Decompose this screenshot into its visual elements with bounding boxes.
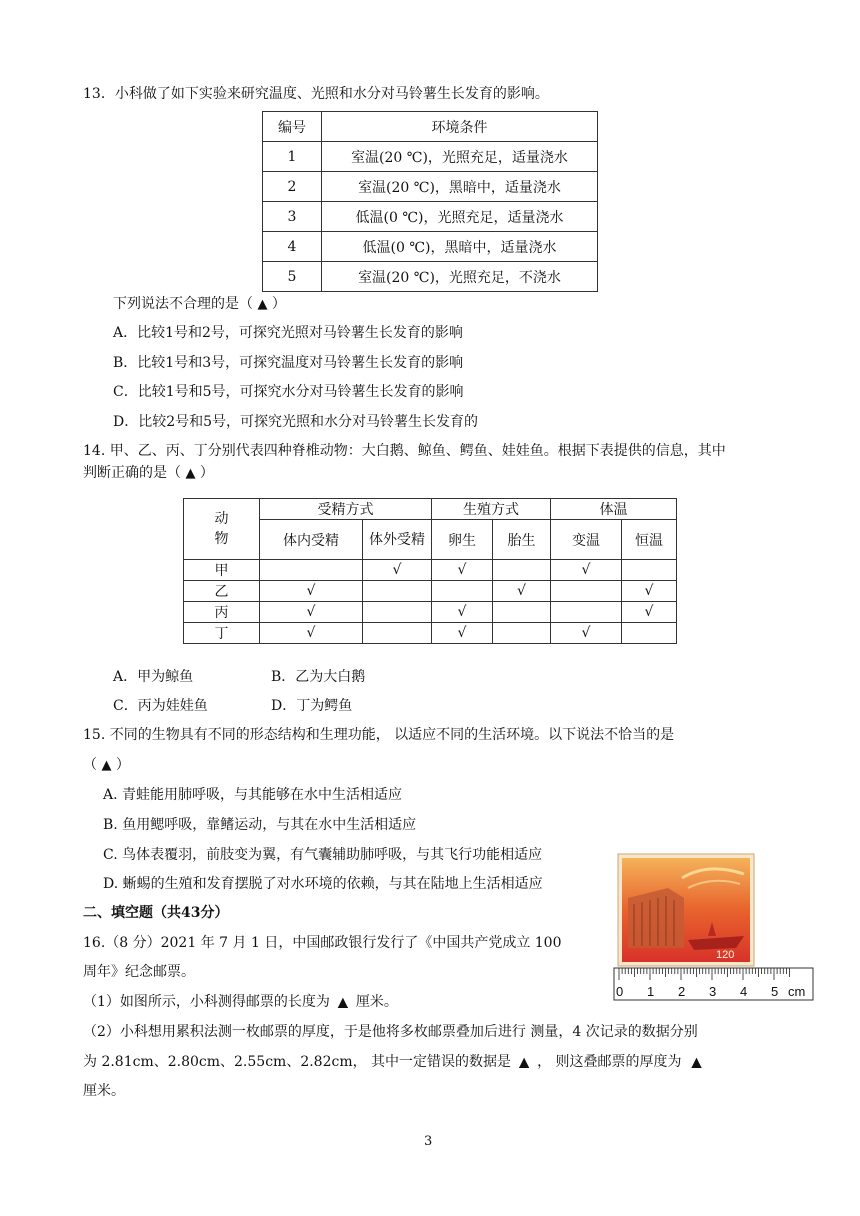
q14-cell: √ bbox=[622, 581, 677, 602]
q14-stem-line2 bbox=[83, 463, 214, 484]
stamp-value: 120 bbox=[716, 949, 735, 961]
q16-part1-post: 厘米。 bbox=[355, 994, 398, 1010]
q14-cell: √ bbox=[260, 581, 363, 602]
q14-group-header: 生殖方式 bbox=[432, 499, 551, 520]
q13-row-no: 5 bbox=[263, 262, 322, 292]
q14-cell bbox=[432, 581, 493, 602]
q14-sub-header: 胎生 bbox=[493, 520, 551, 560]
q13-option-a: A．比较1号和2号，可探究光照对马铃薯生长发育的影响 bbox=[113, 325, 463, 341]
q13-question-pre: 下列说法不合理的是（ bbox=[113, 296, 253, 312]
q13-row-no: 2 bbox=[263, 172, 322, 202]
ruler-unit: cm bbox=[788, 984, 806, 999]
q13-option-b: B．比较1号和3号，可探究温度对马铃薯生长发育的影响 bbox=[113, 355, 464, 371]
stamp-on-ruler-figure bbox=[612, 852, 816, 1002]
q14-cell bbox=[493, 623, 551, 644]
q14-option-d: D．丁为鳄鱼 bbox=[271, 698, 353, 714]
q14-stem-line1: 14. 甲、乙、丙、丁分别代表四种脊椎动物：大白鹅、鲸鱼、鳄鱼、娃娃鱼。根据下表提供的信息，其中 bbox=[83, 443, 726, 459]
q14-row-name: 丙 bbox=[184, 602, 260, 623]
ruler-label: 5 bbox=[771, 984, 779, 999]
q14-cell: √ bbox=[551, 623, 622, 644]
q14-header-animal: 动 物 bbox=[184, 499, 260, 560]
q15-option-c: C. 鸟体表覆羽，前肢变为翼，有气囊辅助肺呼吸，与其飞行功能相适应 bbox=[103, 847, 543, 863]
q14-cell bbox=[363, 623, 432, 644]
q14-row-name: 甲 bbox=[184, 560, 260, 581]
q15-option-b: B. 鱼用鳃呼吸，靠鳍运动，与其在水中生活相适应 bbox=[103, 817, 417, 833]
ruler-label: 3 bbox=[709, 984, 717, 999]
q16-part2-line3: 厘米。 bbox=[83, 1083, 125, 1099]
q14-cell: √ bbox=[432, 623, 493, 644]
q14-group-header: 体温 bbox=[551, 499, 677, 520]
q15-answer bbox=[83, 755, 130, 776]
q14-group-header: 受精方式 bbox=[260, 499, 432, 520]
q14-cell: √ bbox=[551, 560, 622, 581]
q14-row-name: 丁 bbox=[184, 623, 260, 644]
q14-cell: √ bbox=[260, 623, 363, 644]
q13-row-cond: 低温(0 ℃)，光照充足，适量浇水 bbox=[322, 202, 598, 232]
q14-option-a: A．甲为鲸鱼 bbox=[113, 669, 194, 685]
q13-row-no: 4 bbox=[263, 232, 322, 262]
q14-cell bbox=[260, 560, 363, 581]
page-number: 3 bbox=[424, 1134, 433, 1149]
ruler bbox=[614, 968, 813, 1000]
q14-cell: √ bbox=[432, 560, 493, 581]
q16-part2-pre: 为 2.81cm、2.80cm、2.55cm、2.82cm， 其中一定错误的数据是 bbox=[83, 1054, 512, 1070]
q14-cell: √ bbox=[432, 602, 493, 623]
q13-row-cond: 低温(0 ℃)，黑暗中，适量浇水 bbox=[322, 232, 598, 262]
q14-cell: √ bbox=[622, 602, 677, 623]
answer-blank-mark: ▲ bbox=[337, 995, 348, 1010]
q15-option-a: A. 青蛙能用肺呼吸，与其能够在水中生活相适应 bbox=[103, 787, 403, 803]
q14-sub-header: 体外受精 bbox=[363, 520, 432, 560]
q14-sub-header: 体内受精 bbox=[260, 520, 363, 560]
q14-sub-header: 恒温 bbox=[622, 520, 677, 560]
q16-part2-line2 bbox=[83, 1052, 712, 1073]
q14-cell bbox=[493, 602, 551, 623]
q14-cell bbox=[363, 602, 432, 623]
q13-option-d: D．比较2号和5号，可探究光照和水分对马铃薯生长发育的 bbox=[113, 414, 479, 430]
q14-sub-header: 卵生 bbox=[432, 520, 493, 560]
q16-part2-line1: （2）小科想用累积法测一枚邮票的厚度，于是他将多枚邮票叠加后进行 测量，4 次记录的数据分别 bbox=[83, 1024, 698, 1040]
q15-answer-pre: （ bbox=[83, 757, 97, 773]
answer-blank-mark: ▲ bbox=[257, 297, 268, 312]
q14-cell bbox=[551, 581, 622, 602]
q15-stem: 15. 不同的生物具有不同的形态结构和生理功能， 以适应不同的生活环境。以下说法不恰当的是 bbox=[83, 727, 675, 743]
q16-part2-mid: ， 则这叠邮票的厚度为 bbox=[537, 1054, 682, 1070]
q15-option-d: D. 蜥蜴的生殖和发育摆脱了对水环境的依赖，与其在陆地上生活相适应 bbox=[103, 876, 543, 892]
q14-cell: √ bbox=[260, 602, 363, 623]
q16-stem-line1: 16.（8 分）2021 年 7 月 1 日，中国邮政银行发行了《中国共产党成立 100 bbox=[83, 935, 562, 951]
q13-question-post: ） bbox=[271, 296, 286, 312]
q16-part1 bbox=[83, 992, 398, 1013]
answer-blank-mark: ▲ bbox=[185, 466, 196, 481]
q14-cell: √ bbox=[493, 581, 551, 602]
section-title: 二、填空题（共43分） bbox=[83, 905, 229, 921]
ruler-label: 0 bbox=[616, 984, 624, 999]
q14-cell bbox=[551, 602, 622, 623]
q14-stem-post: ） bbox=[199, 465, 214, 481]
ruler-label: 2 bbox=[678, 984, 686, 999]
q14-cell bbox=[622, 560, 677, 581]
answer-blank-mark: ▲ bbox=[691, 1055, 702, 1070]
q14-stem-pre: 判断正确的是（ bbox=[83, 465, 181, 481]
q13-row-cond: 室温(20 ℃)，黑暗中，适量浇水 bbox=[322, 172, 598, 202]
answer-blank-mark: ▲ bbox=[101, 758, 112, 773]
q14-cell bbox=[622, 623, 677, 644]
q14-cell bbox=[363, 581, 432, 602]
q13-row-no: 1 bbox=[263, 142, 322, 172]
q13-stem: 13．小科做了如下实验来研究温度、光照和水分对马铃薯生长发育的影响。 bbox=[83, 86, 549, 102]
q13-header-cond: 环境条件 bbox=[322, 112, 598, 142]
q14-option-c: C．丙为娃娃鱼 bbox=[113, 698, 208, 714]
q13-row-cond: 室温(20 ℃)，光照充足，适量浇水 bbox=[322, 142, 598, 172]
stamp-image bbox=[618, 854, 754, 966]
q13-row-no: 3 bbox=[263, 202, 322, 232]
q15-answer-post: ） bbox=[115, 757, 130, 773]
q14-sub-header: 变温 bbox=[551, 520, 622, 560]
ruler-label: 4 bbox=[740, 984, 748, 999]
q13-row-cond: 室温(20 ℃)，光照充足，不浇水 bbox=[322, 262, 598, 292]
q13-question bbox=[113, 294, 286, 315]
answer-blank-mark: ▲ bbox=[519, 1055, 530, 1070]
q13-header-no: 编号 bbox=[263, 112, 322, 142]
q14-row-name: 乙 bbox=[184, 581, 260, 602]
q14-option-b: B．乙为大白鹅 bbox=[271, 669, 366, 685]
ruler-label: 1 bbox=[647, 984, 655, 999]
q14-cell bbox=[493, 560, 551, 581]
q16-stem-line2: 周年》纪念邮票。 bbox=[83, 964, 195, 980]
q14-animal-table bbox=[183, 498, 677, 644]
q13-condition-table bbox=[262, 111, 598, 292]
q13-option-c: C．比较1号和5号，可探究水分对马铃薯生长发育的影响 bbox=[113, 384, 464, 400]
q14-cell: √ bbox=[363, 560, 432, 581]
q16-part1-pre: （1）如图所示，小科测得邮票的长度为 bbox=[83, 994, 330, 1010]
